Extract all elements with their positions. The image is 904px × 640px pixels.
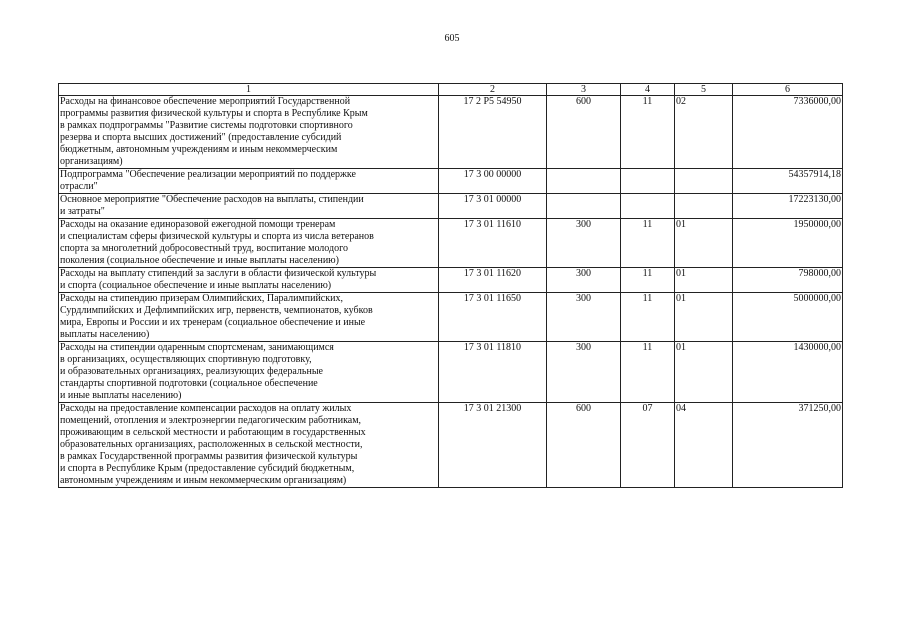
description-line: Расходы на финансовое обеспечение мероприятий Государственной (60, 96, 351, 107)
description-line: выплаты населению) (60, 329, 150, 340)
description-line: Расходы на выплату стипендий за заслуги в области физической культуры (60, 268, 377, 279)
col3-cell (547, 194, 621, 219)
col3-cell: 300 (547, 268, 621, 293)
col4-cell: 11 (621, 342, 675, 403)
amount-cell: 798000,00 (733, 268, 843, 293)
col5-cell: 01 (675, 268, 733, 293)
description-cell (59, 169, 439, 194)
code-cell: 17 3 01 11810 (439, 342, 547, 403)
description-cell (59, 342, 439, 403)
description-line: и спорта в Республике Крым (предоставление субсидий бюджетным, (60, 463, 355, 474)
amount-cell: 5000000,00 (733, 293, 843, 342)
page-number: 605 (444, 33, 460, 44)
description-line: резерва и спорта высших достижений" (предоставление субсидий (60, 132, 342, 143)
table-row (59, 342, 843, 403)
description-line: Расходы на предоставление компенсации расходов на оплату жилых (60, 403, 352, 414)
description-line: и иные выплаты населению) (60, 390, 182, 401)
col3-cell: 600 (547, 96, 621, 169)
col3-cell: 300 (547, 293, 621, 342)
table-row (59, 268, 843, 293)
description-line: Основное мероприятие "Обеспечение расходов на выплаты, стипендии (60, 194, 364, 205)
code-cell: 17 3 01 11620 (439, 268, 547, 293)
header-cell-5: 5 (675, 84, 733, 96)
header-cell-6: 6 (733, 84, 843, 96)
description-line: в рамках Государственной программы развития физической культуры (60, 451, 358, 462)
description-line: поколения (социальное обеспечение и иные выплаты населению) (60, 255, 339, 266)
description-line: и спорта (социальное обеспечение и иные выплаты населению) (60, 280, 332, 291)
col5-cell (675, 169, 733, 194)
col5-cell: 02 (675, 96, 733, 169)
col3-cell (547, 169, 621, 194)
header-row (59, 84, 843, 96)
code-cell: 17 3 01 21300 (439, 403, 547, 488)
description-line: спорта за многолетний добросовестный труд, воспитание молодого (60, 243, 348, 254)
table-row (59, 293, 843, 342)
header-cell-3: 3 (547, 84, 621, 96)
description-line: бюджетным, автономным учреждениям и иным некоммерческим (60, 144, 338, 155)
description-line: отрасли" (60, 181, 98, 192)
col3-cell: 600 (547, 403, 621, 488)
description-line: помещений, отопления и электроэнергии педагогическим работникам, (60, 415, 362, 426)
amount-cell: 54357914,18 (733, 169, 843, 194)
col4-cell: 11 (621, 268, 675, 293)
description-cell (59, 96, 439, 169)
col3-cell: 300 (547, 219, 621, 268)
code-cell: 17 2 P5 54950 (439, 96, 547, 169)
description-line: стандарты спортивной подготовки (социальное обеспечение (60, 378, 318, 389)
code-cell: 17 3 01 11610 (439, 219, 547, 268)
col4-cell: 11 (621, 96, 675, 169)
amount-cell: 371250,00 (733, 403, 843, 488)
col4-cell: 11 (621, 293, 675, 342)
description-cell (59, 194, 439, 219)
amount-cell: 17223130,00 (733, 194, 843, 219)
col4-cell: 07 (621, 403, 675, 488)
code-cell: 17 3 00 00000 (439, 169, 547, 194)
table-row (59, 219, 843, 268)
description-line: в организациях, осуществляющих спортивную подготовку, (60, 354, 312, 365)
description-line: Расходы на оказание единоразовой ежегодной помощи тренерам (60, 219, 336, 230)
col4-cell (621, 194, 675, 219)
header-cell-2: 2 (439, 84, 547, 96)
description-cell (59, 268, 439, 293)
col4-cell: 11 (621, 219, 675, 268)
description-line: проживающим в сельской местности и работающим в государственных (60, 427, 366, 438)
description-cell (59, 293, 439, 342)
col5-cell: 01 (675, 219, 733, 268)
col4-cell (621, 169, 675, 194)
code-cell: 17 3 01 11650 (439, 293, 547, 342)
description-line: организациям) (60, 156, 123, 167)
table-row (59, 96, 843, 169)
table-row (59, 194, 843, 219)
description-line: и затраты" (60, 206, 105, 217)
col3-cell: 300 (547, 342, 621, 403)
header-cell-1: 1 (59, 84, 439, 96)
description-line: и специалистам сферы физической культуры и спорта из числа ветеранов (60, 231, 374, 242)
description-line: и образовательных организациях, реализующих федеральные (60, 366, 323, 377)
description-line: Подпрограмма "Обеспечение реализации мероприятий по поддержке (60, 169, 356, 180)
code-cell: 17 3 01 00000 (439, 194, 547, 219)
table-row (59, 169, 843, 194)
col5-cell: 01 (675, 293, 733, 342)
description-line: Сурдлимпийских и Дефлимпийских игр, первенств, чемпионатов, кубков (60, 305, 373, 316)
description-line: Расходы на стипендию призерам Олимпийских, Паралимпийских, (60, 293, 343, 304)
description-line: образовательных организациях, расположенных в сельской местности, (60, 439, 363, 450)
header-cell-4: 4 (621, 84, 675, 96)
amount-cell: 1430000,00 (733, 342, 843, 403)
amount-cell: 1950000,00 (733, 219, 843, 268)
description-line: программы развития физической культуры и спорта в Республике Крым (60, 108, 368, 119)
description-line: в рамках подпрограммы "Развитие системы подготовки спортивного (60, 120, 353, 131)
table-row (59, 403, 843, 488)
description-cell (59, 403, 439, 488)
amount-cell: 7336000,00 (733, 96, 843, 169)
table-body (59, 96, 843, 488)
budget-table (58, 83, 843, 488)
description-line: Расходы на стипендии одаренным спортсменам, занимающимся (60, 342, 334, 353)
col5-cell (675, 194, 733, 219)
description-line: автономным учреждениям и иным некоммерческим организациям) (60, 475, 347, 486)
description-cell (59, 219, 439, 268)
col5-cell: 04 (675, 403, 733, 488)
description-line: мира, Европы и России и их тренерам (социальное обеспечение и иные (60, 317, 366, 328)
col5-cell: 01 (675, 342, 733, 403)
